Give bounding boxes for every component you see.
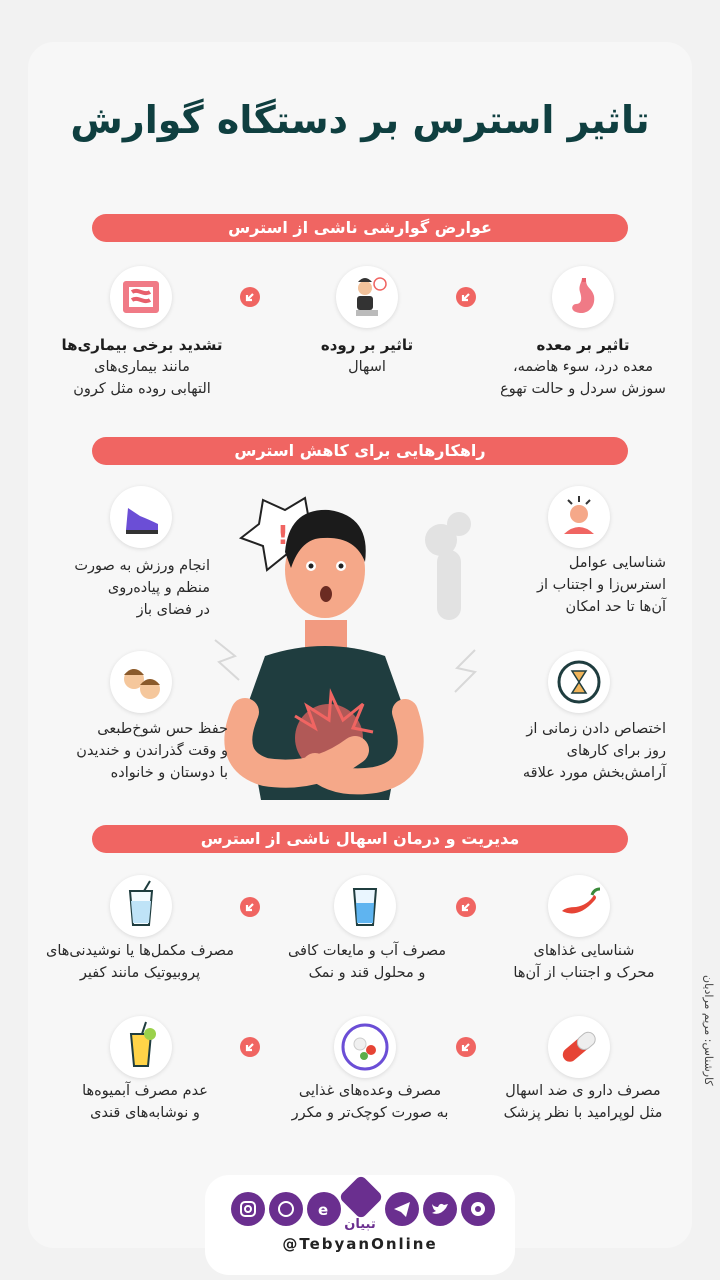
page-title: تاثیر استرس بر دستگاه گوارش (70, 98, 650, 142)
juice-glass-icon (110, 1016, 172, 1078)
kefir-glass-icon (110, 875, 172, 937)
brand-logo-text: تبیان (344, 1217, 376, 1232)
svg-text:e: e (318, 1201, 329, 1219)
arrow-left-icon (240, 897, 260, 917)
solution-humor: حفظ حس شوخ‌طبعی و وقت گذراندن و خندیدن با دوستان و خانواده (76, 721, 228, 781)
author-credit: کارشناس: مریم مرادیان (702, 975, 715, 1086)
stomach-icon (552, 266, 614, 328)
management-medication: مصرف دارو ی ضد اسهال مثل لوپرامید با نظر پزشک (503, 1083, 663, 1121)
management-fluids: مصرف آب و مایعات کافی و محلول قند و نمک (287, 943, 447, 981)
arrow-left-icon (456, 287, 476, 307)
management-probiotics: مصرف مکمل‌ها یا نوشیدنی‌های پروبیوتیک مانند کفیر (45, 943, 235, 981)
chili-pepper-icon (548, 875, 610, 937)
management-small-meals: مصرف وعده‌های غذایی به صورت کوچک‌تر و مکرر (291, 1083, 449, 1121)
solution-identify-stressors: شناسایی عوامل استرس‌زا و اجتناب از آن‌ها تا حد امکان (537, 555, 666, 615)
footer-brand (205, 1175, 515, 1275)
hourglass-icon (548, 651, 610, 713)
section-header-solutions: راهکارهایی برای کاهش استرس (92, 437, 628, 465)
arrow-left-icon (456, 897, 476, 917)
tebyan-logo-icon (338, 1174, 383, 1219)
laughing-faces-icon (110, 651, 172, 713)
solution-relax-time: اختصاص دادن زمانی از روز برای کارهای آرامش‌بخش مورد علاقه (522, 721, 666, 781)
arrow-left-icon (456, 1037, 476, 1057)
solution-exercise: انجام ورزش به صورت منظم و پیاده‌روی در فضای باز (74, 558, 210, 618)
arrow-left-icon (240, 287, 260, 307)
stressed-man-illustration (205, 480, 505, 840)
intestine-icon (110, 266, 172, 328)
section-header-symptoms: عوارض گوارشی ناشی از استرس (92, 214, 628, 242)
meal-plate-icon (334, 1016, 396, 1078)
toilet-person-icon (336, 266, 398, 328)
symptom-intestine-effect: تاثیر بر روده اسهال (320, 336, 414, 375)
pill-capsule-icon (548, 1016, 610, 1078)
social-handle[interactable]: @TebyanOnline (282, 1235, 438, 1253)
symptom-stomach: تاثیر بر معده معده درد، سوء هاضمه، سوزش سردل و حالت تهوع (500, 336, 666, 397)
stress-person-icon (548, 486, 610, 548)
svg-text:!: ! (277, 521, 289, 551)
water-glass-icon (334, 875, 396, 937)
symptom-disease: تشدید برخی بیماری‌ها مانند بیماری‌های التهابی روده مثل کرون (61, 336, 223, 397)
sneaker-icon (110, 486, 172, 548)
section-header-management: مدیریت و درمان اسهال ناشی از استرس (92, 825, 628, 853)
arrow-left-icon (240, 1037, 260, 1057)
management-avoid-sugary-drinks: عدم مصرف آبمیوه‌ها و نوشابه‌های قندی (82, 1083, 208, 1121)
management-trigger-foods: شناسایی غذاهای محرک و اجتناب از آن‌ها (513, 943, 655, 981)
